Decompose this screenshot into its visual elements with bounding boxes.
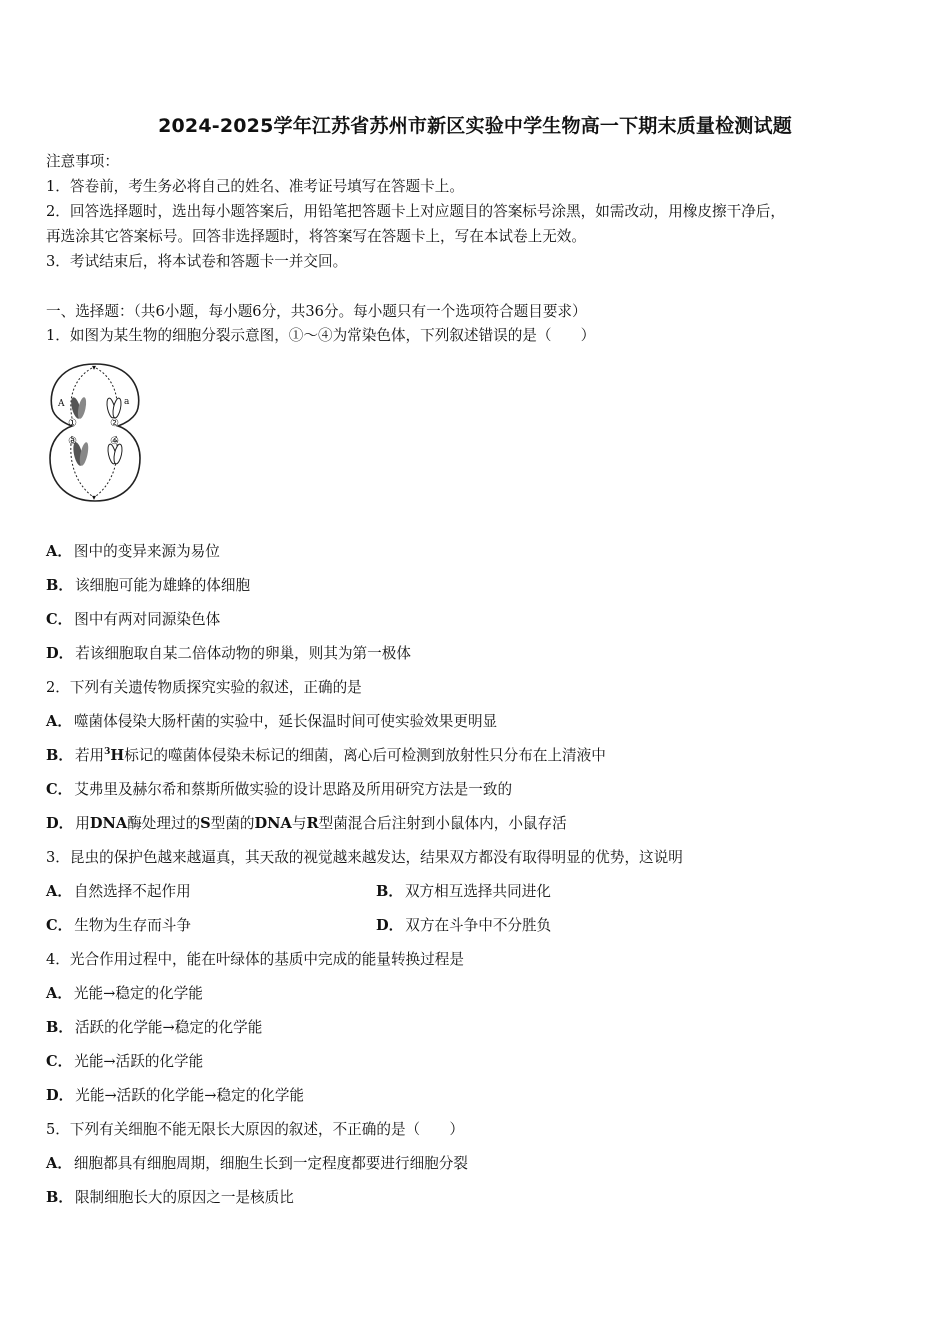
label-circle-2: ② [110, 418, 119, 429]
q1-option-c: C． 图中有两对同源染色体 [46, 611, 221, 628]
notice-item-3: 3．考试结束后，将本试卷和答题卡一并交回。 [46, 253, 348, 270]
notice-item-2b: 再选涂其它答案标号。回答非选择题时，将答案写在答题卡上，写在本试卷上无效。 [46, 228, 586, 245]
notice-heading: 注意事项： [46, 153, 119, 170]
q4-option-d: D． 光能→活跃的化学能→稳定的化学能 [46, 1087, 305, 1104]
q1-option-d: D． 若该细胞取自某二倍体动物的卵巢，则其为第一极体 [46, 645, 411, 662]
pole-bottom-mark: ▾ [92, 493, 97, 502]
q3-options-row-1 [46, 882, 746, 902]
cell-division-figure [40, 358, 150, 508]
chromosome-2b [111, 397, 122, 418]
label-circle-3: ③ [68, 436, 77, 447]
q1-stem: 1．如图为某生物的细胞分裂示意图，①～④为常染色体，下列叙述错误的是（ ） [46, 327, 596, 344]
q4-option-c: C． 光能→活跃的化学能 [46, 1053, 204, 1070]
q3-option-c: C． 生物为生存而斗争 [46, 917, 191, 934]
q2-option-c: C． 艾弗里及赫尔希和蔡斯所做实验的设计思路及所用研究方法是一致的 [46, 781, 513, 798]
label-A: A [58, 399, 65, 409]
q2-option-a: A． 噬菌体侵染大肠杆菌的实验中，延长保温时间可使实验效果更明显 [46, 713, 498, 730]
cell-outline [50, 364, 140, 501]
q5-stem: 5．下列有关细胞不能无限长大原因的叙述，不正确的是（ ） [46, 1121, 464, 1138]
notice-item-2a: 2．回答选择题时，选出每小题答案后，用铅笔把答题卡上对应题目的答案标号涂黑，如需改动，用橡皮擦干净后， [46, 203, 785, 220]
q5-option-b: B． 限制细胞长大的原因之一是核质比 [46, 1189, 294, 1206]
label-circle-4: ④ [110, 436, 119, 447]
q1-option-a: A． 图中的变异来源为易位 [46, 543, 220, 560]
q3-options-row-2 [46, 916, 746, 936]
section-heading: 一、选择题：（共6小题，每小题6分，共36分。每小题只有一个选项符合题目要求） [46, 303, 587, 320]
notice-item-1: 1．答卷前，考生务必将自己的姓名、准考证号填写在答题卡上。 [46, 178, 464, 195]
q4-stem: 4．光合作用过程中，能在叶绿体的基质中完成的能量转换过程是 [46, 951, 464, 968]
q2-stem: 2．下列有关遗传物质探究实验的叙述，正确的是 [46, 679, 362, 696]
label-circle-1: ① [68, 418, 77, 429]
q3-option-a: A． 自然选择不起作用 [46, 883, 191, 900]
label-a: a [124, 397, 130, 407]
q4-option-a: A． 光能→稳定的化学能 [46, 985, 203, 1002]
q3-option-d: D． 双方在斗争中不分胜负 [376, 917, 552, 934]
q4-option-b: B． 活跃的化学能→稳定的化学能 [46, 1019, 263, 1036]
q2-option-d: D． 用DNA酶处理过的S型菌的DNA与R型菌混合后注射到小鼠体内，小鼠存活 [46, 815, 567, 832]
page-title: 2024-2025学年江苏省苏州市新区实验中学生物高一下期末质量检测试题 [158, 115, 792, 137]
q1-option-b: B． 该细胞可能为雄蜂的体细胞 [46, 577, 251, 594]
pole-top-mark: ▾ [92, 363, 97, 372]
q3-option-b: B． 双方相互选择共同进化 [376, 883, 551, 900]
q5-option-a: A． 细胞都具有细胞周期，细胞生长到一定程度都要进行细胞分裂 [46, 1155, 468, 1172]
q3-stem: 3．昆虫的保护色越来越逼真，其天敌的视觉越来越发达，结果双方都没有取得明显的优势，这说明 [46, 849, 683, 866]
q2-option-b: B． 若用$^3$H标记的噬菌体侵染未标记的细菌，离心后可检测到放射性只分布在上清液中 [46, 747, 606, 764]
